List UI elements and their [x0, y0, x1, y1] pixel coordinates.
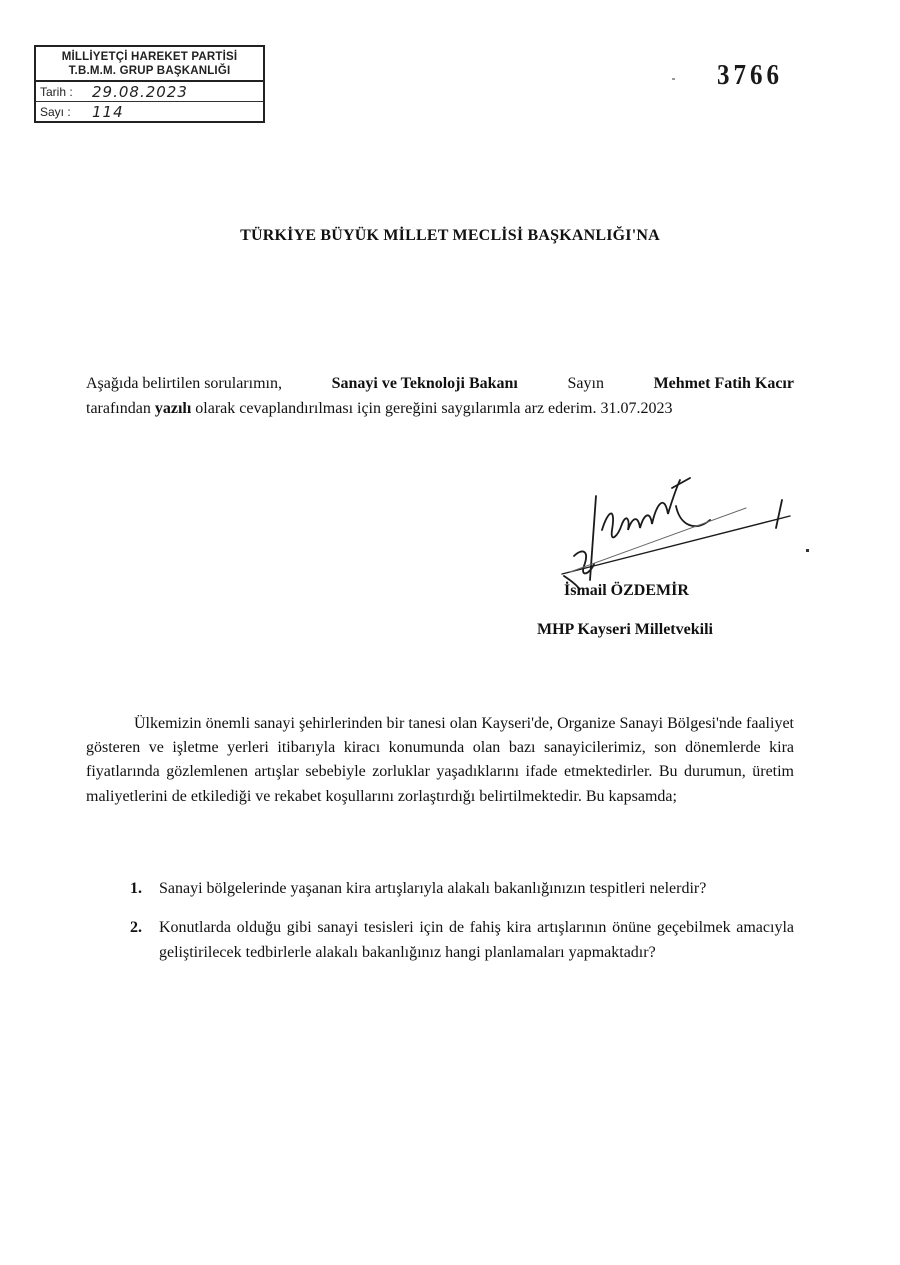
stamp-number-label: Sayı :	[40, 104, 71, 119]
question-text: Konutlarda olduğu gibi sanayi tesisleri için de fahiş kira artışlarının önüne geçebilmek amacıyla geliştirilecek tedbirlerle alakalı bakanlığınız hangi planlamaları yapmaktadır?	[159, 919, 794, 961]
question-text: Sanayi bölgelerinde yaşanan kira artışlarıyla alakalı bakanlığınızın tespitleri nelerdir?	[159, 880, 707, 897]
intro-text-3: tarafından	[86, 400, 151, 417]
minister-name: Mehmet Fatih Kacır	[653, 375, 794, 392]
stamp-date-label: Tarih :	[40, 84, 73, 99]
stamp-number-value: 114	[92, 102, 124, 121]
stamp-date-row	[36, 82, 263, 101]
stamp-number-row	[36, 101, 263, 121]
signer-name: İsmail ÖZDEMİR	[564, 582, 689, 599]
signer-title: MHP Kayseri Milletvekili	[537, 621, 713, 638]
intro-text-1: Aşağıda belirtilen sorularımın,	[86, 375, 282, 392]
stamp-date-value: 29.08.2023	[92, 82, 188, 101]
question-item	[130, 915, 794, 965]
intro-paragraph	[86, 371, 794, 421]
stamp-org-line1: MİLLİYETÇİ HAREKET PARTİSİ	[61, 51, 238, 63]
body-paragraph	[86, 712, 794, 809]
question-item	[130, 876, 794, 901]
stamp-header	[36, 47, 263, 82]
body-text: Ülkemizin önemli sanayi şehirlerinden bir tanesi olan Kayseri'de, Organize Sanayi Bölgesi'nde faaliyet gösteren ve işletme yerleri itibarıyla kiracı konumunda olan bazı sanayicilerimiz, son dönemlerde kira fiyatlarında gözlemlenen artışlar sebebiyle zorluklar yaşadıklarını ifade etmektedirler. Bu durumun, üretim maliyetlerini de etkilediği ve rekabet koşullarını zorlaştırdığı belirtilmektedir. Bu kapsamda;	[86, 715, 794, 805]
question-list	[130, 876, 794, 979]
answer-type: yazılı	[154, 400, 192, 417]
stamp-org-line2: T.B.M.M. GRUP BAŞKANLIĞI	[68, 65, 231, 77]
intro-text-2: Sayın	[567, 375, 604, 392]
receipt-stamp	[34, 45, 265, 123]
scan-speck	[672, 78, 675, 80]
handwritten-signature	[560, 470, 800, 590]
scan-speck	[806, 549, 809, 552]
intro-text-4: olarak cevaplandırılması için gereğini saygılarımla arz ederim. 31.07.2023	[195, 400, 673, 417]
question-number: 1.	[130, 880, 142, 897]
document-title: TÜRKİYE BÜYÜK MİLLET MECLİSİ BAŞKANLIĞI'NA	[240, 227, 660, 244]
question-number: 2.	[130, 919, 142, 936]
minister-title: Sanayi ve Teknoloji Bakanı	[331, 375, 518, 392]
document-number: 3766	[717, 59, 783, 91]
